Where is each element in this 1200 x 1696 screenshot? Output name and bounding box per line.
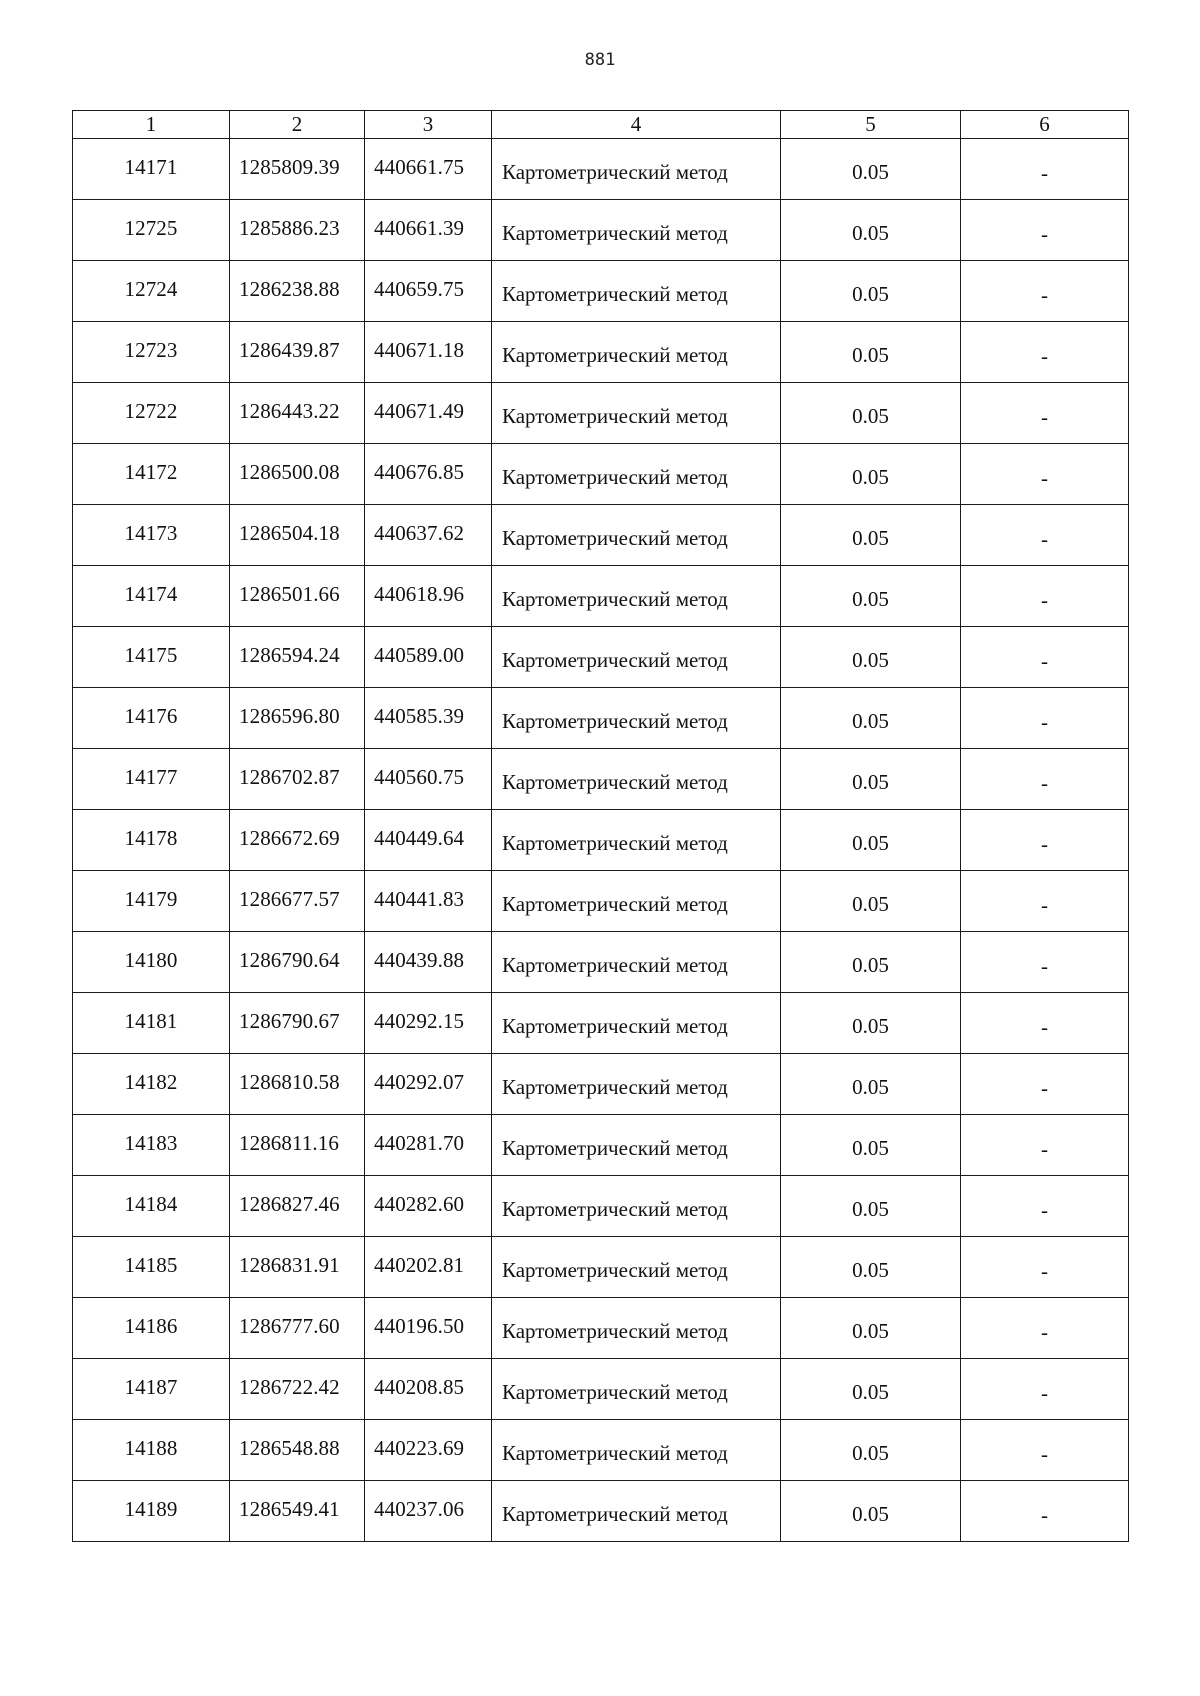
- point-number-cell: 14189: [73, 1481, 230, 1542]
- note-cell: -: [961, 505, 1129, 566]
- method-cell: Картометрический метод: [492, 688, 781, 749]
- note-cell: -: [961, 1176, 1129, 1237]
- method-cell: Картометрический метод: [492, 749, 781, 810]
- y-coordinate-cell: 440292.15: [365, 993, 492, 1054]
- column-header-1: 1: [73, 111, 230, 139]
- table-row: [73, 261, 1129, 322]
- note-cell: -: [961, 810, 1129, 871]
- point-number-cell: 14179: [73, 871, 230, 932]
- x-coordinate-cell: 1286677.57: [230, 871, 365, 932]
- table-row: [73, 1420, 1129, 1481]
- method-cell: Картометрический метод: [492, 993, 781, 1054]
- point-number-cell: 14186: [73, 1298, 230, 1359]
- note-cell: -: [961, 993, 1129, 1054]
- table-row: [73, 1237, 1129, 1298]
- accuracy-cell: 0.05: [781, 871, 961, 932]
- method-cell: Картометрический метод: [492, 200, 781, 261]
- column-header-6: 6: [961, 111, 1129, 139]
- point-number-cell: 14187: [73, 1359, 230, 1420]
- table-row: [73, 200, 1129, 261]
- note-cell: -: [961, 1298, 1129, 1359]
- table-row: [73, 1298, 1129, 1359]
- note-cell: -: [961, 383, 1129, 444]
- header-row: [73, 111, 1129, 139]
- table-row: [73, 322, 1129, 383]
- x-coordinate-cell: 1286777.60: [230, 1298, 365, 1359]
- method-cell: Картометрический метод: [492, 505, 781, 566]
- method-cell: Картометрический метод: [492, 566, 781, 627]
- method-cell: Картометрический метод: [492, 261, 781, 322]
- note-cell: -: [961, 871, 1129, 932]
- x-coordinate-cell: 1286439.87: [230, 322, 365, 383]
- x-coordinate-cell: 1286596.80: [230, 688, 365, 749]
- note-cell: -: [961, 1115, 1129, 1176]
- x-coordinate-cell: 1286549.41: [230, 1481, 365, 1542]
- point-number-cell: 12722: [73, 383, 230, 444]
- note-cell: -: [961, 1237, 1129, 1298]
- method-cell: Картометрический метод: [492, 932, 781, 993]
- x-coordinate-cell: 1286594.24: [230, 627, 365, 688]
- y-coordinate-cell: 440585.39: [365, 688, 492, 749]
- accuracy-cell: 0.05: [781, 566, 961, 627]
- x-coordinate-cell: 1286443.22: [230, 383, 365, 444]
- method-cell: Картометрический метод: [492, 1115, 781, 1176]
- x-coordinate-cell: 1286702.87: [230, 749, 365, 810]
- point-number-cell: 14184: [73, 1176, 230, 1237]
- point-number-cell: 14180: [73, 932, 230, 993]
- table-row: [73, 1481, 1129, 1542]
- method-cell: Картометрический метод: [492, 1298, 781, 1359]
- column-header-3: 3: [365, 111, 492, 139]
- table-row: [73, 383, 1129, 444]
- point-number-cell: 14177: [73, 749, 230, 810]
- table-row: [73, 1115, 1129, 1176]
- accuracy-cell: 0.05: [781, 322, 961, 383]
- x-coordinate-cell: 1286811.16: [230, 1115, 365, 1176]
- table-header: [73, 111, 1129, 139]
- y-coordinate-cell: 440618.96: [365, 566, 492, 627]
- table-row: [73, 627, 1129, 688]
- table-row: [73, 749, 1129, 810]
- column-header-2: 2: [230, 111, 365, 139]
- y-coordinate-cell: 440637.62: [365, 505, 492, 566]
- y-coordinate-cell: 440661.39: [365, 200, 492, 261]
- y-coordinate-cell: 440449.64: [365, 810, 492, 871]
- method-cell: Картометрический метод: [492, 1176, 781, 1237]
- accuracy-cell: 0.05: [781, 1176, 961, 1237]
- note-cell: -: [961, 1481, 1129, 1542]
- x-coordinate-cell: 1286548.88: [230, 1420, 365, 1481]
- note-cell: -: [961, 688, 1129, 749]
- method-cell: Картометрический метод: [492, 1054, 781, 1115]
- y-coordinate-cell: 440560.75: [365, 749, 492, 810]
- point-number-cell: 14171: [73, 139, 230, 200]
- accuracy-cell: 0.05: [781, 139, 961, 200]
- x-coordinate-cell: 1286790.64: [230, 932, 365, 993]
- point-number-cell: 14183: [73, 1115, 230, 1176]
- accuracy-cell: 0.05: [781, 1115, 961, 1176]
- y-coordinate-cell: 440661.75: [365, 139, 492, 200]
- note-cell: -: [961, 139, 1129, 200]
- accuracy-cell: 0.05: [781, 261, 961, 322]
- note-cell: -: [961, 749, 1129, 810]
- method-cell: Картометрический метод: [492, 444, 781, 505]
- method-cell: Картометрический метод: [492, 871, 781, 932]
- note-cell: -: [961, 1359, 1129, 1420]
- x-coordinate-cell: 1286810.58: [230, 1054, 365, 1115]
- y-coordinate-cell: 440223.69: [365, 1420, 492, 1481]
- accuracy-cell: 0.05: [781, 383, 961, 444]
- note-cell: -: [961, 261, 1129, 322]
- y-coordinate-cell: 440196.50: [365, 1298, 492, 1359]
- table-row: [73, 932, 1129, 993]
- point-number-cell: 12725: [73, 200, 230, 261]
- table-row: [73, 444, 1129, 505]
- y-coordinate-cell: 440659.75: [365, 261, 492, 322]
- y-coordinate-cell: 440237.06: [365, 1481, 492, 1542]
- method-cell: Картометрический метод: [492, 627, 781, 688]
- accuracy-cell: 0.05: [781, 1237, 961, 1298]
- point-number-cell: 12723: [73, 322, 230, 383]
- table-row: [73, 139, 1129, 200]
- x-coordinate-cell: 1285886.23: [230, 200, 365, 261]
- page-number: 881: [584, 50, 616, 70]
- table-row: [73, 1359, 1129, 1420]
- accuracy-cell: 0.05: [781, 810, 961, 871]
- table-row: [73, 871, 1129, 932]
- accuracy-cell: 0.05: [781, 1420, 961, 1481]
- accuracy-cell: 0.05: [781, 993, 961, 1054]
- method-cell: Картометрический метод: [492, 322, 781, 383]
- x-coordinate-cell: 1286238.88: [230, 261, 365, 322]
- note-cell: -: [961, 1054, 1129, 1115]
- column-header-5: 5: [781, 111, 961, 139]
- accuracy-cell: 0.05: [781, 749, 961, 810]
- coordinates-table: [72, 110, 1129, 1542]
- table-row: [73, 810, 1129, 871]
- accuracy-cell: 0.05: [781, 688, 961, 749]
- y-coordinate-cell: 440282.60: [365, 1176, 492, 1237]
- point-number-cell: 14174: [73, 566, 230, 627]
- table-row: [73, 505, 1129, 566]
- accuracy-cell: 0.05: [781, 505, 961, 566]
- y-coordinate-cell: 440292.07: [365, 1054, 492, 1115]
- note-cell: -: [961, 1420, 1129, 1481]
- accuracy-cell: 0.05: [781, 1481, 961, 1542]
- point-number-cell: 14178: [73, 810, 230, 871]
- point-number-cell: 12724: [73, 261, 230, 322]
- accuracy-cell: 0.05: [781, 1298, 961, 1359]
- x-coordinate-cell: 1286790.67: [230, 993, 365, 1054]
- y-coordinate-cell: 440671.18: [365, 322, 492, 383]
- note-cell: -: [961, 566, 1129, 627]
- method-cell: Картометрический метод: [492, 1359, 781, 1420]
- method-cell: Картометрический метод: [492, 1420, 781, 1481]
- method-cell: Картометрический метод: [492, 139, 781, 200]
- x-coordinate-cell: 1286827.46: [230, 1176, 365, 1237]
- x-coordinate-cell: 1286672.69: [230, 810, 365, 871]
- x-coordinate-cell: 1286500.08: [230, 444, 365, 505]
- accuracy-cell: 0.05: [781, 1054, 961, 1115]
- table-body: [73, 139, 1129, 1542]
- method-cell: Картометрический метод: [492, 1481, 781, 1542]
- x-coordinate-cell: 1286504.18: [230, 505, 365, 566]
- note-cell: -: [961, 627, 1129, 688]
- accuracy-cell: 0.05: [781, 932, 961, 993]
- x-coordinate-cell: 1286722.42: [230, 1359, 365, 1420]
- accuracy-cell: 0.05: [781, 200, 961, 261]
- table-row: [73, 1176, 1129, 1237]
- method-cell: Картометрический метод: [492, 383, 781, 444]
- note-cell: -: [961, 322, 1129, 383]
- y-coordinate-cell: 440202.81: [365, 1237, 492, 1298]
- point-number-cell: 14181: [73, 993, 230, 1054]
- method-cell: Картометрический метод: [492, 1237, 781, 1298]
- point-number-cell: 14176: [73, 688, 230, 749]
- accuracy-cell: 0.05: [781, 444, 961, 505]
- note-cell: -: [961, 200, 1129, 261]
- point-number-cell: 14188: [73, 1420, 230, 1481]
- note-cell: -: [961, 444, 1129, 505]
- method-cell: Картометрический метод: [492, 810, 781, 871]
- point-number-cell: 14173: [73, 505, 230, 566]
- point-number-cell: 14175: [73, 627, 230, 688]
- table-row: [73, 688, 1129, 749]
- table-row: [73, 993, 1129, 1054]
- accuracy-cell: 0.05: [781, 1359, 961, 1420]
- x-coordinate-cell: 1285809.39: [230, 139, 365, 200]
- x-coordinate-cell: 1286501.66: [230, 566, 365, 627]
- y-coordinate-cell: 440676.85: [365, 444, 492, 505]
- column-header-4: 4: [492, 111, 781, 139]
- point-number-cell: 14185: [73, 1237, 230, 1298]
- accuracy-cell: 0.05: [781, 627, 961, 688]
- point-number-cell: 14172: [73, 444, 230, 505]
- x-coordinate-cell: 1286831.91: [230, 1237, 365, 1298]
- note-cell: -: [961, 932, 1129, 993]
- y-coordinate-cell: 440441.83: [365, 871, 492, 932]
- y-coordinate-cell: 440281.70: [365, 1115, 492, 1176]
- table-row: [73, 1054, 1129, 1115]
- y-coordinate-cell: 440208.85: [365, 1359, 492, 1420]
- y-coordinate-cell: 440589.00: [365, 627, 492, 688]
- y-coordinate-cell: 440439.88: [365, 932, 492, 993]
- y-coordinate-cell: 440671.49: [365, 383, 492, 444]
- table-row: [73, 566, 1129, 627]
- point-number-cell: 14182: [73, 1054, 230, 1115]
